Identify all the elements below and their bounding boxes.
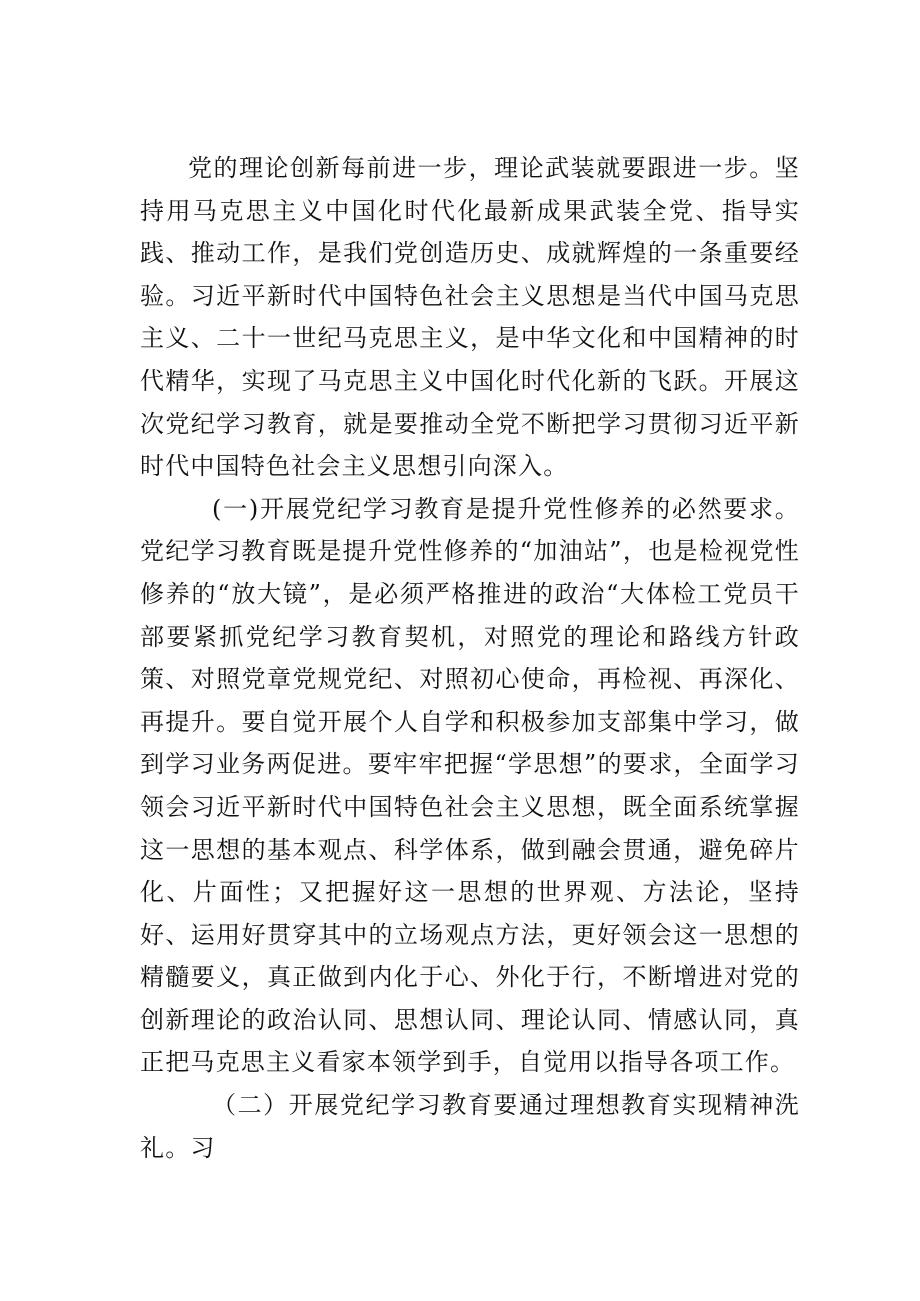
paragraph-section-2: （二）开展党纪学习教育要通过理想教育实现精神洗礼。习 (140, 1091, 800, 1162)
paragraph-section-1: (一)开展党纪学习教育是提升党性修养的必然要求。党纪学习教育既是提升党性修养的“加油站”，也是检视党性修养的“放大镜”，是必须严格推进的政治“大体检工党员干部要紧抓党纪学习教育契机，对照党的理论和路线方针政策、对照党章党规党纪、对照初心使命，再检视、再深化、再提升。要自觉开展个人自学和积极参加支部集中学习，做到学习业务两促进。要牢牢把握“学思想”的要求，全面学习领会习近平新时代中国特色社会主义思想，既全面系统掌握这一思想的基本观点、科学体系，做到融会贯通，避免碎片化、片面性；又把握好这一思想的世界观、方法论，坚持好、运用好贯穿其中的立场观点方法，更好领会这一思想的精髓要义，真正做到内化于心、外化于行，不断增进对党的创新理论的政治认同、思想认同、理论认同、情感认同，真正把马克思主义看家本领学到手，自觉用以指导各项工作。 (140, 494, 800, 1077)
document-body (140, 147, 800, 1169)
paragraph-intro: 党的理论创新每前进一步，理论武装就要跟进一步。坚持用马克思主义中国化时代化最新成果武装全党、指导实践、推动工作，是我们党创造历史、成就辉煌的一条重要经验。习近平新时代中国特色社会主义思想是当代中国马克思主义、二十一世纪马克思主义，是中华文化和中国精神的时代精华，实现了马克思主义中国化时代化新的飞跃。开展这次党纪学习教育，就是要推动全党不断把学习贯彻习近平新时代中国特色社会主义思想引向深入。 (140, 154, 800, 481)
